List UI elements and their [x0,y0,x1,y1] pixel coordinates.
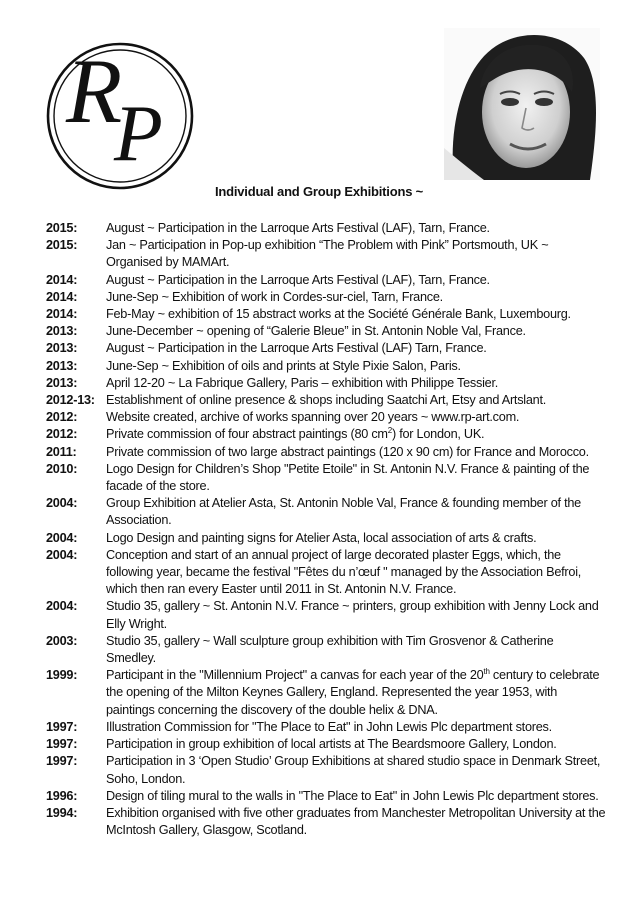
entry-text: Illustration Commission for "The Place to Eat" in John Lewis Plc department stores. [106,719,552,734]
entry-year: 1997: [46,754,78,769]
entry-year: 2015: [46,238,78,253]
exhibition-entry [46,530,606,547]
entry-description [106,719,606,736]
entry-description [106,426,606,443]
entry-year: 2014: [46,289,78,304]
entry-description [106,667,606,719]
entry-year: 2004: [46,496,78,511]
entry-text: June-Sep ~ Exhibition of oils and prints at Style Pixie Salon, Paris. [106,358,461,373]
entry-description [106,805,606,839]
exhibition-entry [46,272,606,289]
entry-year: 2012-13: [46,393,95,408]
exhibition-list [46,220,606,839]
entry-text: Logo Design and painting signs for Atelier Asta, local association of arts & crafts. [106,530,537,545]
entry-description [106,220,606,237]
page-title: Individual and Group Exhibitions ~ [214,184,424,199]
entry-description [106,788,606,805]
exhibition-entry [46,426,606,443]
entry-text-continued: ) for London, UK. [391,427,485,442]
entry-description [106,272,606,289]
entry-year: 2013: [46,375,78,390]
entry-text: Participation in 3 ‘Open Studio’ Group Exhibitions at shared studio space in Denmark Street, Soho, London. [106,754,601,786]
exhibition-entry [46,323,606,340]
logo-letter-r: R [66,40,123,142]
exhibition-entry [46,237,606,271]
entry-text: Private commission of four abstract paintings (80 cm [106,427,388,442]
entry-text: Feb-May ~ exhibition of 15 abstract works at the Société Générale Bank, Luxembourg. [106,307,571,322]
entry-description [106,461,606,495]
entry-year: 2014: [46,307,78,322]
entry-text: Conception and start of an annual project of large decorated plaster Eggs, which, the following year, became the festival "Fêtes du n’œuf " managed by the Association Befroi, which then ran every Easter until 2011 in St. Antonin N.V. France. [106,547,582,597]
entry-description [106,289,606,306]
entry-year: 2012: [46,410,78,425]
entry-description [106,530,606,547]
entry-year: 2013: [46,341,78,356]
exhibition-entry [46,753,606,787]
exhibition-entry [46,340,606,357]
exhibition-entry [46,547,606,599]
entry-text-continued: century to celebrate the opening of the Milton Keynes Gallery, England. Represented the year 1953, with paintings concerning the discovery of the double helix & DNA. [106,668,600,717]
entry-description [106,340,606,357]
entry-text: June-December ~ opening of “Galerie Bleue” in St. Antonin Noble Val, France. [106,324,526,339]
entry-text: Logo Design for Children’s Shop "Petite Etoile" in St. Antonin N.V. France & painting of the facade of the store. [106,461,590,494]
exhibition-entry [46,598,606,632]
entry-text: Exhibition organised with five other graduates from Manchester Metropolitan University at the McIntosh Gallery, Glasgow, Scotland. [106,805,606,838]
rp-monogram-logo [44,40,196,192]
entry-description [106,598,606,632]
entry-description [106,237,606,271]
entry-description [106,495,606,529]
exhibition-entry [46,375,606,392]
entry-year: 2011: [46,444,77,459]
entry-year: 2015: [46,221,78,235]
entry-text: Group Exhibition at Atelier Asta, St. Antonin Noble Val, France & founding member of the Association. [106,496,581,528]
entry-description [106,358,606,375]
entry-text: Studio 35, gallery ~ Wall sculpture group exhibition with Tim Grosvenor & Catherine Smedley. [106,633,554,666]
artist-portrait-photo [444,28,600,180]
exhibition-entry [46,736,606,753]
entry-year: 2004: [46,547,78,562]
entry-text: August ~ Participation in the Larroque Arts Festival (LAF) Tarn, France. [106,341,487,356]
entry-text: April 12-20 ~ La Fabrique Gallery, Paris – exhibition with Philippe Tessier. [106,375,499,390]
exhibition-entry [46,719,606,736]
entry-text: Establishment of online presence & shops including Saatchi Art, Etsy and Artslant. [106,393,547,408]
exhibition-entry [46,788,606,805]
entry-year: 2014: [46,272,78,287]
entry-year: 1997: [46,719,78,734]
entry-text: August ~ Participation in the Larroque Arts Festival (LAF), Tarn, France. [106,272,490,287]
exhibition-entry [46,409,606,426]
entry-year: 2003: [46,633,78,648]
entry-year: 2004: [46,599,78,614]
entry-description [106,633,606,667]
entry-year: 2013: [46,358,78,373]
entry-text: June-Sep ~ Exhibition of work in Cordes-sur-ciel, Tarn, France. [106,289,443,304]
entry-year: 2013: [46,324,78,339]
exhibition-entry [46,392,606,409]
entry-year: 2012: [46,427,78,442]
entry-text: Participant in the "Millennium Project" a canvas for each year of the 20 [106,668,484,683]
entry-text: Studio 35, gallery ~ St. Antonin N.V. France ~ printers, group exhibition with Jenny Lock and Elly Wright. [106,599,599,631]
entry-superscript: th [483,667,490,677]
exhibition-entry [46,220,606,237]
exhibition-entry [46,358,606,375]
exhibition-entry [46,289,606,306]
entry-year: 1999: [46,668,78,683]
entry-description [106,392,606,409]
entry-year: 1996: [46,788,78,803]
entry-description [106,753,606,787]
entry-text: Jan ~ Participation in Pop-up exhibition “The Problem with Pink” Portsmouth, UK ~ Organised by MAMArt. [106,238,549,270]
entry-year: 1994: [46,805,78,820]
exhibition-entry [46,444,606,461]
exhibition-entry [46,306,606,323]
entry-text: Participation in group exhibition of local artists at The Beardsmoore Gallery, London. [106,737,557,752]
exhibition-entry [46,805,606,839]
exhibition-entry [46,667,606,719]
entry-year: 2010: [46,461,78,476]
entry-text: Design of tiling mural to the walls in "The Place to Eat" in John Lewis Plc department stores. [106,788,599,803]
entry-description [106,409,606,426]
entry-description [106,547,606,599]
logo-letter-p: P [114,90,163,178]
entry-description [106,375,606,392]
entry-year: 1997: [46,737,78,752]
entry-description [106,444,606,461]
entry-description [106,323,606,340]
exhibition-entry [46,461,606,495]
entry-text: August ~ Participation in the Larroque Arts Festival (LAF), Tarn, France. [106,221,490,235]
entry-description [106,306,606,323]
entry-text: Private commission of two large abstract paintings (120 x 90 cm) for France and Morocco. [106,444,589,459]
entry-text: Website created, archive of works spanning over 20 years ~ www.rp-art.com. [106,410,520,425]
exhibition-entry [46,495,606,529]
exhibition-entry [46,633,606,667]
entry-year: 2004: [46,530,78,545]
entry-description [106,736,606,753]
entry-superscript: 2 [387,426,392,436]
